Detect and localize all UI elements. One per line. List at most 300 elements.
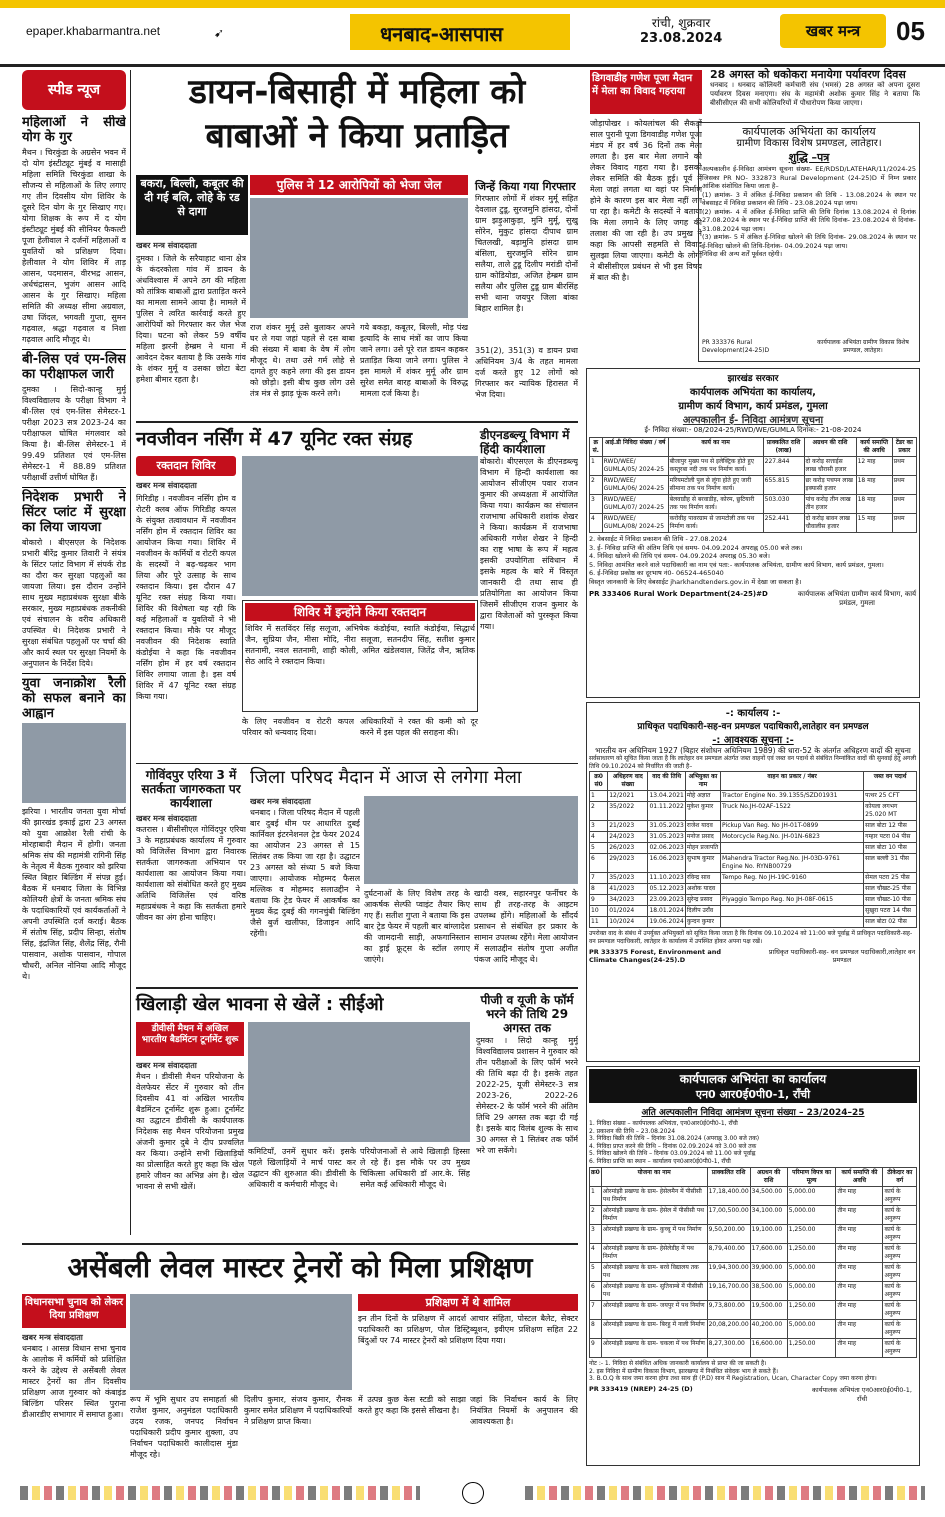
forest-cell: साल बोटा 02 पीस <box>864 917 917 928</box>
forest-col-header: जब्त वन पदार्थ <box>864 772 917 791</box>
forest-cell: सुरेन्द्र प्रसाद <box>685 895 720 906</box>
tender3-cell: 9,50,200.00 <box>707 1225 750 1244</box>
tender3-info-line: 1. निविदा संख्या – कार्यपालक अभियंता, एन0आर0ई0पी0-1, राँची <box>589 1120 738 1127</box>
tender1-body: अल्पकालीन ई-निविदा आमंत्रण सूचना संख्या- EE/RDSD/LATEHAR/11/2024-25 जिसका PR NO- 332873 Rural Development (24-25)D में निम्न प्रकार आंशिक संशोधित किया जाता है– <box>702 165 916 190</box>
tender1-item-2: (2) क्रमांक- 4 में अंकित ई-निविदा प्राप्ति की तिथि दिनांक 13.08.2024 से दिनांक 27.08.2024 के स्थान पर ई-निविदा प्राप्ति की तिथि दिनांक- 23.08.2024 से दिनांक- 31.08.2024 पढ़ा जाय। <box>702 207 916 233</box>
tender3-header-row <box>590 1168 917 1187</box>
tender3-col-header: प्राक्कलित राशि <box>707 1168 750 1187</box>
donors-box <box>242 600 478 712</box>
forest-col-header: अधिहरण वाद संख्या <box>608 772 648 791</box>
master-body: धनबाद । आसन्न विधान सभा चुनाव के आलोक में कर्मियों को प्रशिक्षित करने के उद्देश्य से असेंबली लेवल मास्टर ट्रेनरों का तीन दिवसीय प्रशिक्षण आज गुरुवार को कंबाइंड बिल्डिंग परिसर स्थित पुराना डीआरडीए सभागार में समाप्त हुआ। <box>22 1344 126 1419</box>
speed-news-body-4: झरिया । भारतीय जनता युवा मोर्चा की झारखंड इकाई द्वारा 23 अगस्त को युवा आक्रोश रैली रांची के मोरहाबादी मैदान में होगी। जनता श्रमिक संघ की महामंत्री रागिनी सिंह के नेतृत्व में बैठक गुरुवार को झरिया स्थित बिहार बिल्डिंग में संपन्न हुई। बैठक में धनबाद जिला के विभिन्न कोलियरी क्षेत्रों के जनता श्रमिक संघ के पदाधिकारियों एवं कार्यकर्ताओं ने अपनी उपस्थिति दर्ज कराई। बैठक में संतोष सिंह, प्रदीप सिन्हा, संतोष सिंह, इंद्रजित सिंह, शैलेंद्र सिंह, रौनी पासवान, अशोक पासवान, गोपाल चौधरी, अनिल नोनिया आदि मौजूद थे। <box>22 807 126 981</box>
nursing-headline: नवजीवन नर्सिंग में 47 यूनिट रक्त संग्रह <box>136 428 413 450</box>
tender3-row <box>590 1263 917 1282</box>
tender1-title: शुद्धि –पत्र <box>788 151 830 164</box>
forest-cell: Pickup Van Reg. No JH-01T-0899 <box>721 821 864 832</box>
forest-cell: 16.06.2023 <box>648 854 685 873</box>
tender2-cell: करोवीह पावरग्राम से जामटोली तक पथ निर्माण कार्य। <box>668 514 763 533</box>
tender2-cell: RWD/WEE/ GUMLA/06/ 2024-25 <box>602 476 668 495</box>
tender3-cell: ओरमांझी प्रखण्ड के ग्राम- हेसेलेडीह में पथ निर्माण <box>601 1244 707 1263</box>
tender3-cell: 17,00,500.00 <box>707 1206 750 1225</box>
dnw-body: बोकारो। बीएसएल के डीएनडब्ल्यू विभाग में हिन्दी कार्यशाला का आयोजन सीजीएम पवार राजन कुमार की अध्यक्षता में आयोजित किया गया। कार्यक्रम का संचालन राजभाषा अधिकारी शशांक शेखर ने किया। कार्यक्रम में राजभाषा अधिकारी गणेश शेखर ने हिन्दी का राष्ट्र भाषा के रूप में महत्व इसकी उपयोगिता संविधान में इसके महत्व के बारे में विस्तृत जानकारी दी तथा साथ ही प्रतियोगिता का आयोजन किया जिसमें सीजीएम राजन कुमार के द्वारा विजेताओं को पुरस्कृत किया गया। <box>480 457 578 631</box>
tender3-cell: तीन माह <box>836 1244 883 1263</box>
tender3-cell: 2 <box>590 1206 602 1225</box>
forest-row <box>590 895 917 906</box>
tender3-cell: 5,000.00 <box>787 1206 836 1225</box>
tender3-banner <box>589 1069 917 1103</box>
forest-cell: 02.06.2023 <box>648 843 685 854</box>
tender3-cell: 1,250.00 <box>787 1244 836 1263</box>
forest-row <box>590 791 917 802</box>
tender3-cell: ओरमांझी प्रखण्ड के ग्राम- कुच्चु में पथ निर्माण <box>601 1225 707 1244</box>
tender3-info-line: 4. निविदा प्राप्त करने की तिथि – दिनांक 02.09.2024 को 3.00 बजे तक <box>589 1142 757 1150</box>
tender3-pr: PR 333419 (NREP) 24-25 (D) <box>589 1384 693 1393</box>
tender3-cell: 40,200.00 <box>750 1320 787 1339</box>
tender3-note-1: नोट :- 1. निविदा से संबंधित अधिक जानकारी कार्यालय से प्राप्त की जा सकती है। <box>589 1360 767 1367</box>
tender1-item-4: निविदा की अन्य शर्तें पूर्ववत रहेगी। <box>702 250 783 258</box>
khiladi-body: मैथन । डीवीसी मैथन परियोजना के वेलफेयर सेंटर में गुरुवार को तीन दिवसीय 41 वां अखिल भारतीय बैडमिंटन टूर्नामेंट शुरू हुआ। टूर्नामेंट का उद्घाटन डीवीसी के कार्यपालक निदेशक सह मैथन परियोजना प्रमुख अंजनी कुमार दुबे ने दीप प्रज्वलित कर किया। उन्होंने सभी खिलाड़ियों का प्रोत्साहित करते हुए कहा कि खेल हमारे जीवन का अभिन्न अंग है। खेल भावना से सभी खेलें। <box>136 1072 244 1191</box>
forest-cell: 9 <box>590 895 608 906</box>
forest-cell: 05.12.2023 <box>648 884 685 895</box>
tender1-pr: PR 333376 Rural Development(24-25)D <box>702 339 770 354</box>
ganesh-body: जोड़ापोखर । कोयलांचल की सैकड़ों साल पुरानी पूजा डिगवाडीह गणेश पूजा मंडप में हर वर्ष 36 दिनों तक मेला लगता है। इस बार मेला लगाने को लेकर विवाद गहरा गया है। इसको लेकर समिति की बैठक हुई। पूर्व में मेला जहां लगता था वहां पर निर्माण होने के कारण इस बार मेला नहीं लग पा रहा है। कमेटी के सदस्यों ने बताया कि मेला लगाने के लिए जगह की तलाश की जा रही है। उप प्रमुख ने कहा कि आपसी सहमति से विवाद सुलझा लिया जाएगा। कमेटी के लोगों ने बीसीसीएल प्रबंधन से भी इस विषय में बात की है। <box>590 119 702 282</box>
mela-col-1 <box>250 796 360 984</box>
tender3-cell: तीन माह <box>836 1282 883 1301</box>
forest-cell: 8 <box>590 884 608 895</box>
donors-list: शिविर में सतविंदर सिंह सलूजा, अभिषेक कंडोईया, स्वाति कंडोईया, सिद्धार्थ जैन, सुप्रिया जैन, मीसा मोदि, नीरा सलूजा, सतनदीप सिंह, सतीश कुमार सतनामी, नवल सतनामी, शाही कोली, अमित खंडेलवाल, जितेंद्र जैन, ऋतिक सेठ आदि ने रक्तदान किया। <box>245 624 475 666</box>
rally-photo <box>22 723 126 803</box>
tender3-cell: 9 <box>590 1339 602 1358</box>
forest-row <box>590 917 917 928</box>
forest-cell: सुखुरा पटरा 14 पीस <box>864 906 917 917</box>
lead-subhead-2: पुलिस ने 12 आरोपियों को भेजा जेल <box>250 175 468 195</box>
pgug-body: दुमका । सिदो कान्हू मुर्मू विश्वविद्यालय प्रशासन ने गुरुवार को तीन परीक्षाओं के लिए फॉर्म भरने की तिथि बढ़ा दी है। इसके तहत 2022-25, यूजी सेमेस्टर-3 सत्र 2023-26, 2022-26 सेमेस्टर-2 के फॉर्म भरने की अंतिम तिथि 29 अगस्त तक बढ़ा दी गई है। इसके बाद विलंब शुल्क के साथ 30 अगस्त से 1 सितंबर तक फॉर्म भरे जा सकेंगे। <box>476 1036 578 1155</box>
tender2-col-header: आई.डी निविदा संख्या / वर्ष <box>602 438 668 457</box>
weekday-line: रांची, शुक्रवार <box>651 16 711 30</box>
forest-cell: मुकेश कुमार <box>685 802 720 821</box>
tender3-table <box>589 1167 917 1358</box>
training-headline: प्रशिक्षण में थे शामिल <box>358 1294 578 1311</box>
tender2-cell: RWD/WEE/ GUMLA/07/ 2024-25 <box>602 495 668 514</box>
forest-col-header: क्र0 सं0 <box>590 772 608 791</box>
tender2-note-3: 4. निविदा खोलने की तिथि एवं समय- 04.09.2024 अपराह्न 05.30 बजे। <box>589 552 770 560</box>
lead-body-3: गये बकड़ा, कबूतर, बिल्ली, मोड़ पंख इत्यादि के साथ मंत्रों का जाप किया जाने लगा। उसे पूरे रात डायन कहकर प्रताड़ित किया जाने लगा। पुलिस ने इस मामले में शंकर मुर्मू और ग्राम सुरेश समेत बारह बाबाओं के विरुद्ध मामला दर्ज किया है। <box>360 323 468 398</box>
forest-cell: साल बोटा 12 पीस <box>864 821 917 832</box>
tender3-info <box>589 1120 917 1165</box>
column-rule-left <box>130 70 131 1235</box>
forest-cell: 19.06.2024 <box>648 917 685 928</box>
master-photo <box>130 1294 352 1390</box>
forest-cell: रविन्द्र साव <box>685 873 720 884</box>
govindpur-body: कतरास । बीसीसीएल गोविंदपुर एरिया 3 के महाप्रबंधक कार्यालय में गुरुवार को विजिलेंस विभाग द्वारा निवारक सतर्कता जागरुकता अभियान पर कार्यशाला का आयोजन किया गया। कार्यशाला को संबोधित करते हुए मुख्य अतिथि विजिलेंस एवं वरिष्ठ महाप्रबंधक ने कहा कि सतर्कता हमारे जीवन का अंग होना चाहिए। <box>136 825 246 922</box>
tender3-cell: 9,73,800.00 <box>707 1301 750 1320</box>
arrested-box <box>475 180 578 340</box>
forest-cell: 18.01.2024 <box>648 906 685 917</box>
tender3-cell: 1,250.00 <box>787 1225 836 1244</box>
tender3-note-2: 2. इस निविदा में ग्रामीण विकास विभाग, झारखण्ड में निबंधित संवेदक भाग ले सकते हैं। <box>589 1367 779 1375</box>
master-body-4: में उत्पन्न कुछ केस स्टडी को साझा करते हुए कहा कि इससे सीखना है। <box>358 1395 466 1415</box>
forest-cell: पत्थर 25 CFT <box>864 791 917 802</box>
forest-col-header: वाद की तिथि <box>648 772 685 791</box>
tender2-ref: ई- निविदा संख्या:- 08/2024-25/RWD/WE/GUMLA दिनांक:- 21-08-2024 <box>644 426 862 434</box>
forest-row <box>590 843 917 854</box>
tender3-cell: 5,000.00 <box>787 1320 836 1339</box>
forest-cell: कुन्दन कुमार <box>685 917 720 928</box>
forest-cell: 01/2024 <box>608 906 648 917</box>
lead-photo <box>250 198 468 318</box>
master-headline: असेंबली लेवल मास्टर ट्रेनरों को मिला प्रशिक्षण <box>67 1251 533 1284</box>
tender3-col-header: अग्रधन की राशि <box>750 1168 787 1187</box>
env-day-headline: 28 अगस्त को धकोकरा मनायेगा पर्यावरण दिवस <box>710 68 906 81</box>
tender3-col-header: ठीकेदार का वर्ग <box>883 1168 917 1187</box>
tender3-cell: तीन माह <box>836 1339 883 1358</box>
tender3-cell: 17,600.00 <box>750 1244 787 1263</box>
speed-news-headline-1: महिलाओं ने सीखे योग के गुर <box>22 115 126 145</box>
pgug-headline: पीजी व यूजी के फॉर्म भरने की तिथि 29 अगस्त तक <box>480 993 574 1035</box>
forest-cell: 35/2023 <box>608 873 648 884</box>
tender2-col-header: क्र सं. <box>590 438 603 457</box>
tender3-cell: कार्य के अनुरूप <box>883 1263 917 1282</box>
tender3-cell: 38,500.00 <box>750 1282 787 1301</box>
tender2-header-row <box>590 438 917 457</box>
donors-headline: शिविर में इन्होंने किया रक्तदान <box>245 603 475 621</box>
govindpur-story <box>136 768 246 983</box>
tender2-sign: कार्यपालक अभियंता ग्रामीण कार्य विभाग, कार्य प्रमंडल, गुमला <box>797 590 917 607</box>
mela-photo <box>364 796 578 884</box>
tender3-sign: कार्यपालक अभियंता एन0आर0ई0पी0-1, राँची <box>812 1385 912 1403</box>
tender3-cell: 3 <box>590 1225 602 1244</box>
tender3-cell: ओरमांझी प्रखण्ड के ग्राम- बरवे विद्यालय तक पथ <box>601 1263 707 1282</box>
tender3-cell: 5 <box>590 1263 602 1282</box>
forest-cell: 10/2024 <box>608 917 648 928</box>
nursing-body: गिरिडीह । नवजीवन नर्सिंग होम व रोटरी क्लब ऑफ गिरिडीह कपल के संयुक्त तत्वावधान में नवजीवन नर्सिंग होम में रक्तदान शिविर का आयोजन किया गया। शिविर में नवजीवन के कर्मियों व रोटरी कपल के सदस्यों ने बढ़-चढ़कर भाग लिया और पूरे उत्साह के साथ रक्तदान किया। इस दौरान 47 यूनिट रक्त संग्रह किया गया। शिविर की विशेषता यह रही कि कई महिलाओं व युवतियों ने भी रक्तदान किया। मौके पर मौजूद नवजीवन की निदेशक स्वाति कंडोईया ने कहा कि नवजीवन नर्सिंग होम में हर वर्ष रक्तदान शिविर लगाया जाता है। इस वर्ष शिविर में 47 यूनिट रक्त संग्रह किया गया। <box>136 494 236 701</box>
master-body-2: रूप में भूमि सुधार उप समाहर्ता श्री राजेश कुमार, अनुमंडल पदाधिकारी उदय रजक, जनपद निर्वाचन पदाधिकारी प्रदीप कुमार शुक्ला, उप निर्वाचन पदाधिकारी कालीदास मुंडा मौजूद रहे। <box>130 1395 238 1459</box>
forest-cell: 10 <box>590 906 608 917</box>
forest-cell: Motorcycle Reg.No. JH-01N-6823 <box>721 832 864 843</box>
forest-cell: दिलीप उराँव <box>685 906 720 917</box>
dnw-headline: डीएनडब्ल्यू विभाग में हिंदी कार्यशाला <box>480 428 570 456</box>
tender2-table-body <box>590 457 917 533</box>
forest-cell: 6 <box>590 854 608 873</box>
tender2-col-header: अग्रधन की राशि <box>804 438 856 457</box>
forest-cell: कोयला लगभग 25.020 MT <box>864 802 917 821</box>
forest-row <box>590 832 917 843</box>
forest-cell: गम्हार पटरा 04 पीस <box>864 832 917 843</box>
khiladi-headline: खिलाड़ी खेल भावना से खेलें : सीईओ <box>136 994 384 1015</box>
speed-news-body-3: बोकारो । बीएसएल के निदेशक प्रभारी बीरेंद्र कुमार तिवारी ने संयंत्र के सिंटर प्लांट विभाग में संपर्क रोड का दौरा कर सुरक्षा पहलुओं का जायजा लिया। इस दौरान उन्होंने साथ मुख्य महाप्रबंधक सुरक्षा बीके सरकार, मुख्य महाप्रबंधक तकनीकी एवं संचालन के वरीय अधिकारी उपस्थित थे। निदेशक प्रभारी ने सुरक्षा संबंधित पहलुओं पर चर्चा की और कार्य स्थल पर सुरक्षा नियमों के अनुपालन के निर्देश दिये। <box>22 538 126 668</box>
forest-cell: 24/2023 <box>608 832 648 843</box>
dnw-story <box>480 428 578 758</box>
tender3-info-line: 6. निविदा प्राप्ति का स्थान – कार्यालय एन0आर0ई0पी0-1, राँची <box>589 1157 731 1165</box>
tender2-row <box>590 457 917 476</box>
tender3-cell: 20,08,200.00 <box>707 1320 750 1339</box>
tender2-cell: छः करोड़ पचपन लाख इक्यासी हजार <box>804 476 856 495</box>
forest-row <box>590 802 917 821</box>
tender2-dept: ग्रामीण कार्य विभाग, कार्य प्रमंडल, गुमला <box>678 401 828 412</box>
tender2-col-header: टेंडर का प्रकार <box>892 438 916 457</box>
site-url[interactable]: epaper.khabarmantra.net <box>26 24 161 38</box>
tender3-notes <box>589 1360 917 1383</box>
tender2-col-header: प्राक्कलित राशि (लाख) <box>763 438 804 457</box>
tender3-cell: 19,16,700.00 <box>707 1282 750 1301</box>
tender3-cell: तीन माह <box>836 1187 883 1206</box>
forest-cell: 31.05.2023 <box>648 821 685 832</box>
forest-cell: 26/2023 <box>608 843 648 854</box>
rule-khiladi <box>136 987 578 989</box>
tender3-cell: तीन माह <box>836 1206 883 1225</box>
tender3-cell: 34,100.00 <box>750 1206 787 1225</box>
tender3-row <box>590 1206 917 1225</box>
tender2-note-6: विस्तृत जानकारी के लिए वेबसाईट jharkhandtenders.gov.in में देखा जा सकता है। <box>589 577 802 586</box>
forest-cell: 34/2023 <box>608 895 648 906</box>
tender2-office: कार्यपालक अभियंता का कार्यालय, <box>690 387 816 398</box>
tender3-cell: 4 <box>590 1244 602 1263</box>
speed-news-headline-4: युवा जनाक्रोश रैली को सफल बनाने का आह्वान <box>22 673 126 721</box>
tender3-cell: 1,250.00 <box>787 1301 836 1320</box>
forest-cell: 23.09.2023 <box>648 895 685 906</box>
tender3-cell: ओरमांझी प्रखण्ड के ग्राम- चकला में पथ निर्माण <box>601 1339 707 1358</box>
tender2-row <box>590 476 917 495</box>
forest-cell: साल चौखट-10 पीस <box>864 895 917 906</box>
pgug-story <box>476 993 578 1238</box>
khiladi-tag: डीवीसी मैथन में अखिल भारतीय बैडमिंटन टूर्नामेंट शुरू <box>136 1022 244 1056</box>
registration-target-icon <box>462 1482 484 1504</box>
forest-cell: साल बल्ली 31 पीस <box>864 854 917 873</box>
tender2-cell: दो करोड़ सत्ताईस लाख चौरासी हजार <box>804 457 856 476</box>
tender1-division: ग्रामीण विकास विशेष प्रमण्डल, लातेहार। <box>736 138 882 149</box>
forest-cell <box>721 906 864 917</box>
tender3-cell: 6 <box>590 1282 602 1301</box>
tender3-row <box>590 1187 917 1206</box>
arrested-body: गिरफ्तार लोगों में शंकर मुर्मू सहित देवलाल टुडू, सुरजमुनि हांसदा, दोनों ग्राम झड़ुआकुड़ा, मुनि मुर्मू, सुखु सोरेन, मुकुट हांसदा दीपाथ ग्राम चितलखी, बड़ामुनि हांसदा ग्राम बंसिला, सुरजमुनि सोरेन ग्राम सलैया, ताले टुडू दिलीप मरांडी दोनों ग्राम कोडियोडा, अजित हेम्ब्रम ग्राम सलैया और पुलिस टुडू ग्राम बीरसिंह सभी थाना जयपुर जिला बांका बिहार शामिल है। <box>475 194 578 313</box>
forest-cell: Mahendra Tractor Reg.No. JH-03D-9761 Engine No. RYNB00729 <box>721 854 864 873</box>
forest-notice-box <box>586 702 920 1062</box>
tender3-row <box>590 1244 917 1263</box>
speed-news-headline-3: निदेशक प्रभारी ने सिंटर प्लांट में सुरक्षा का लिया जायजा <box>22 487 126 535</box>
tender2-govt: झारखंड सरकार <box>727 374 779 384</box>
tender2-cell: प्रथम <box>892 476 916 495</box>
tender2-cell: 227.844 <box>763 457 804 476</box>
forest-cell: अशोक यादव <box>685 884 720 895</box>
forest-note: उपरोक्त वाद के संबंध में उपर्युक्त अभियुक्तों को सूचित किया जाता है कि दिनांक 09.10.2024 को 11:00 बजे पूर्वाह्न में प्राधिकृत पदाधिकारी-सह-वन प्रमण्डल पदाधिकारी, लातेहार के कार्यालय में उपस्थित होकर अपना पक्ष रखें। <box>589 930 913 945</box>
tender3-cell: कार्य के अनुरूप <box>883 1301 917 1320</box>
edition-name: धनबाद-आसपास <box>380 22 503 46</box>
tender3-col-header: क्र0 <box>590 1168 602 1187</box>
tender3-cell: कार्य के अनुरूप <box>883 1282 917 1301</box>
forest-cell: 2 <box>590 802 608 821</box>
forest-row <box>590 906 917 917</box>
forest-cell: मोहे अज्ञात <box>685 791 720 802</box>
tender2-note-1: 2. वेबसाईट में निविदा प्रकाशन की तिथि - 27.08.2024 <box>589 535 728 543</box>
tender1-item-1: (1) क्रमांक- 3 में अंकित ई-निविदा प्रकाशन की तिथि - 13.08.2024 के स्थान पर वेबसाइट में निविदा प्रकाशन की तिथि - 23.08.2024 पढ़ा जाय। <box>702 190 916 207</box>
speed-news-column <box>22 115 126 1380</box>
master-body-3: दिलीप कुमार, संजय कुमार, रौनक कुमार समेत प्रशिक्षण में पदाधिकारियों ने प्रशिक्षण प्राप्त किया। <box>244 1395 352 1426</box>
tender3-cell: कार्य के अनुरूप <box>883 1244 917 1263</box>
tender3-cell: तीन माह <box>836 1225 883 1244</box>
forest-cell: 1 <box>590 791 608 802</box>
speed-news-body-2: दुमका । सिदो-कान्हू मुर्मू विश्वविद्यालय के परीक्षा विभाग ने बी-लिस एवं एम-लिस सेमेस्टर-1 परीक्षा 2023 सत्र 2023-24 का परीक्षाफल घोषित मंगलवार को किया है। बी-लिस सेमेस्टर-1 में 99.49 प्रतिशत एवं एम-लिस सेमेस्टर-1 में 88.89 प्रतिशत परीक्षार्थी उत्तीर्ण घोषित हैं। <box>22 385 126 482</box>
tender2-cell: प्रथम <box>892 457 916 476</box>
khiladi-body-2: कमिटियाँ, उनमें सुधार करें। इसके पहले खिलाड़ियों ने मार्च पास्ट कर उद्घाटन की शुरुआत की। डीवीसी के अधिकारी व कर्मचारी मौजूद थे। <box>248 1147 356 1189</box>
forest-footer <box>589 948 917 964</box>
masthead-top-strip <box>0 0 945 8</box>
nursing-photo <box>242 456 478 596</box>
tender3-cell: ओरमांझी प्रखण्ड के ग्राम- सुतियाम्बे में पीसीसी पथ <box>601 1282 707 1301</box>
training-body: इन तीन दिनों के प्रशिक्षण में आदर्श आचार संहिता, पोस्टल बैलेट, सेक्टर पदाधिकारी का प्रशिक्षण, पोल डिस्ट्रिब्यूशन, इवीएम प्रशिक्षण सहित 22 बिंदुओं पर 74 मास्टर ट्रेनरों को प्रशिक्षण दिया गया। <box>358 1314 578 1345</box>
forest-authority: प्राधिकृत पदाधिकारी-सह-वन प्रमण्डल पदाधिकारी,लातेहार वन प्रमण्डल <box>637 722 869 732</box>
lead-body-2: राज शंकर मुर्मू उसे बुलाकर अपने घर ले गया जहां पहले से दस बाबा की संख्या में बाबा के वेष में लोग मौजूद थे। तथा उसे गर्म लोहे से दागते हुए कहने लगा की इस डायन को छोड़ो। इसी बीच कुछ लोग उसे तंत्र मंत्र से झाड़ फूंक करने लगे। <box>250 323 355 398</box>
lead-byline: खबर मन्त्र संवाददाता <box>136 241 197 250</box>
forest-cell: Tempo Reg. No JH-19C-9160 <box>721 873 864 884</box>
lead-headline-line-2: बाबाओं ने किया प्रताड़ित <box>205 116 509 156</box>
tender2-note-5: 6. ई-निविदा प्रकोष्ठ का दूरभाष नं0- 06524-465040 <box>589 569 724 577</box>
tender3-cell: 5,000.00 <box>787 1282 836 1301</box>
tender3-row <box>590 1301 917 1320</box>
speed-news-headline-2: बी-लिस एवं एम-लिस का परीक्षाफल जारी <box>22 349 126 382</box>
forest-cell: राजेश यादव <box>685 821 720 832</box>
tender2-title: अल्पकालीन ई- निविदा आमंत्रण सूचना <box>682 415 824 426</box>
forest-cell: साल चौखट-25 पीस <box>864 884 917 895</box>
tender3-cell: ओरमांझी प्रखण्ड के ग्राम- हेसेल में पीसीसी पथ निर्माण <box>601 1206 707 1225</box>
forest-cell: 7 <box>590 873 608 884</box>
forest-col-header: वाहन का प्रकार / नंबर <box>721 772 864 791</box>
tender1-item-3: (3) क्रमांक- 5 में अंकित ई-निविदा खोलने की तिथि दिनांक- 29.08.2024 के स्थान पर ई-निविदा खोलने की तिथि-दिनांक- 04.09.2024 पढ़ा जाय। <box>702 233 916 250</box>
tender2-col-header: कार्य का नाम <box>668 438 763 457</box>
training-box <box>358 1294 578 1386</box>
forest-cell: 4 <box>590 832 608 843</box>
tender3-cell: 19,500.00 <box>750 1301 787 1320</box>
forest-cell: मनोज प्रसाद <box>685 832 720 843</box>
tender2-table <box>589 437 917 533</box>
khiladi-photo <box>248 1022 470 1142</box>
tender2-cell: बेलवाडीह से बरवाडीह, कोरम, छुटियारी तक पथ निर्माण कार्य। <box>668 495 763 514</box>
lead-body-col-1 <box>136 240 246 415</box>
forest-title: -: आवश्यक सूचना :- <box>712 735 794 746</box>
tender2-row <box>590 495 917 514</box>
tender3-info-line: 2. प्रकाशन की तिथि – 23.08.2024 <box>589 1127 676 1135</box>
color-bar-right <box>525 1486 925 1500</box>
tender3-cell: ओरमांझी प्रखण्ड के ग्राम- बिरहु में नाली निर्माण <box>601 1320 707 1339</box>
brand-logo: खबर मन्त्र <box>780 14 886 48</box>
tender3-row <box>590 1339 917 1358</box>
forest-row <box>590 821 917 832</box>
mela-body-3: खादी वस्त्र, सहारनपुर फर्नीचर के साथ ही तरह-तरह के आइटम उपलब्ध होंगे। महिलाओं के सौंदर्य प्रसाधन से संबंधित हर प्रकार के सामान उपलब्ध रहेंगे। मेला आयोजन में सलाउद्दीन संतोष गुप्ता अजीत पंकज आदि मौजूद थे। <box>474 889 578 964</box>
tender3-cell: कार्य के अनुरूप <box>883 1225 917 1244</box>
tender3-cell: 1 <box>590 1187 602 1206</box>
cursor-icon: ➹ <box>214 26 225 40</box>
tender3-cell: कार्य के अनुरूप <box>883 1187 917 1206</box>
tender3-col-header: परिमाण विपत्र का मूल्य <box>787 1168 836 1187</box>
forest-col-header: अभियुक्त का नाम <box>685 772 720 791</box>
tender2-cell: 15 माह <box>856 514 892 533</box>
mela-body-1: धनबाद । जिला परिषद मैदान में पहली बार दुबई थीम पर आधारित दुबई कार्निवल इंटरनेशनल ट्रेड फेयर 2024 का आयोजन 23 अगस्त से 15 सितंबर तक किया जा रहा है। उद्घाटन 23 अगस्त को संध्या 5 बजे किया जाएगा। आयोजक मोहम्मद फैसल मल्लिक व मोहम्मद सलाउद्दीन ने बताया कि ट्रेड फेयर में आकर्षक का मुख्य केंद्र दुबई की गगनचुंबी बिल्डिंग जैसे बुर्ज खलीफा, डिजाइन आदि रहेंगी। <box>250 808 360 938</box>
forest-cell: 5 <box>590 843 608 854</box>
lead-body-4: 351(2), 351(3) व डायन प्रथा अधिनियम 3/4 के तहत मामला दर्ज करते हुए 12 लोगों को गिरफ्तार कर न्यायिक हिरासत में भेज दिया। <box>475 346 578 399</box>
forest-cell: 31.05.2023 <box>648 832 685 843</box>
tender2-col-header: कार्य समाप्ति की अवधि <box>856 438 892 457</box>
govindpur-headline: गोविंदपुर एरिया 3 में सतर्कता जागरुकता पर कार्यशाला <box>141 768 241 810</box>
speed-news-badge: स्पीड न्यूज <box>22 70 126 110</box>
tender3-cell: तीन माह <box>836 1301 883 1320</box>
tender1-text <box>702 165 916 325</box>
nursing-body-3: अधिकारियों ने रक्त की कमी को दूर करने में इस पहल की सराहना की। <box>360 717 478 737</box>
tender3-cell: 8,27,300.00 <box>707 1339 750 1358</box>
forest-cell: 01.11.2022 <box>648 802 685 821</box>
registration-marks <box>0 1470 945 1517</box>
tender2-cell: 4 <box>590 514 603 533</box>
tender3-unit: एन0 आर0ई0पी0-1, राँची <box>695 1088 811 1101</box>
master-body-5: जहां कि निर्वाचन कार्य के लिए नियंत्रित नियमों के अनुपालन की आवश्यकता है। <box>470 1395 578 1426</box>
tender1-office: कार्यपालक अभियंता का कार्यालय <box>742 125 876 138</box>
forest-cell <box>721 843 864 854</box>
forest-cell: 11 <box>590 917 608 928</box>
page-number: 05 <box>896 16 925 46</box>
tender3-cell: 19,100.00 <box>750 1225 787 1244</box>
date-block <box>640 16 722 46</box>
forest-cell: 12/2021 <box>608 791 648 802</box>
tender2-cell: बीजापुर मुख्य पथ से इलेक्ट्रिक होते हुए कस्तुरबा नदी तक पथ निर्माण कार्य। <box>668 457 763 476</box>
tender3-cell: 7 <box>590 1301 602 1320</box>
tender3-cell: 39,900.00 <box>750 1263 787 1282</box>
tender2-row <box>590 514 917 533</box>
rule-govindpur <box>136 763 578 764</box>
env-day-body: धनबाद । धनबाद कोलियरी कर्मचारी संघ (भमसं) 28 अगस्त को अपना दूसरा पर्यावरण दिवस मनाएगा। संघ के महामंत्री अशोक कुमार सिंह ने बताया कि बीसीसीएल की सभी कोलियरियों में पौधारोपण किया जाएगा। <box>710 81 920 107</box>
forest-cell <box>721 884 864 895</box>
tender2-cell: प्रथम <box>892 514 916 533</box>
forest-cell: 41/2023 <box>608 884 648 895</box>
tender2-cell: 655.815 <box>763 476 804 495</box>
tender3-cell: 8 <box>590 1320 602 1339</box>
mela-headline: जिला परिषद मैदान में आज से लगेगा मेला <box>250 767 522 788</box>
nursing-body-2: के लिए नवजीवन व रोटरी कपल परिवार को धन्यवाद दिया। <box>242 717 354 737</box>
tender1-sign: कार्यपालक अभियंता ग्रामीण विकास विशेष प्रमण्डल, लातेहार। <box>817 339 909 354</box>
forest-table-body <box>590 791 917 928</box>
tender2-note-4: 5. निविदा आमंत्रित करने वाले पदाधिकारी का नाम एवं पता:- कार्यपालक अभियंता, ग्रामीण कार्य विभाग, कार्य प्रमंडल, गुमला। <box>589 560 884 569</box>
tender3-cell: 34,500.00 <box>750 1187 787 1206</box>
tender3-row <box>590 1282 917 1301</box>
forest-table <box>589 771 917 928</box>
tender3-info-line: 3. निविदा बिक्री की तिथि – दिनांक 31.08.2024 (अपराह्न 3.00 बजे तक) <box>589 1135 760 1142</box>
tender3-cell: 19,94,300.00 <box>707 1263 750 1282</box>
tender2-note-2: 3. ई- निविदा प्राप्ति की अंतिम तिथि एवं समय- 04.09.2024 अपराह्न 05.00 बजे तक। <box>589 543 803 552</box>
forest-office: -: कार्यालय :- <box>725 708 781 719</box>
forest-header-row <box>590 772 917 791</box>
tender2-cell: पांच करोड़ तीन लाख तीन हजार <box>804 495 856 514</box>
tender3-cell: 8,79,400.00 <box>707 1244 750 1263</box>
forest-sign: प्राधिकृत पदाधिकारी-सह- वन प्रमण्डल पदाधिकारी,लातेहार वन प्रमण्डल <box>768 948 916 964</box>
nursing-tag: रक्तदान शिविर <box>136 456 236 476</box>
nursing-body-col <box>136 480 236 760</box>
tender2-cell: RWD/WEE/ GUMLA/08/ 2024-25 <box>602 514 668 533</box>
tender3-cell: कार्य के अनुरूप <box>883 1320 917 1339</box>
tender2-cell: 18 माह <box>856 476 892 495</box>
tender2-cell: 252.441 <box>763 514 804 533</box>
tender2-notes <box>589 535 917 586</box>
tender3-footer <box>589 1385 917 1403</box>
tender3-office: कार्यपालक अभियंता का कार्यालय <box>679 1072 827 1086</box>
tender2-cell: RWD/WEE/ GUMLA/05/ 2024-25 <box>602 457 668 476</box>
forest-cell: Piyaggio Tempo Reg. No JH-08F-0615 <box>721 895 864 906</box>
forest-row <box>590 873 917 884</box>
tender2-cell: 18 माह <box>856 495 892 514</box>
forest-cell: 11.10.2023 <box>648 873 685 884</box>
tender3-cell: तीन माह <box>836 1263 883 1282</box>
forest-cell <box>721 917 864 928</box>
tender3-cell: 16,600.00 <box>750 1339 787 1358</box>
tender2-cell: मरियमटोली पुल से लूंगा होते हुए जारी सीमाना तक पथ निर्माण कार्य। <box>668 476 763 495</box>
env-day-story <box>710 68 920 118</box>
tender2-cell: 12 माह <box>856 457 892 476</box>
